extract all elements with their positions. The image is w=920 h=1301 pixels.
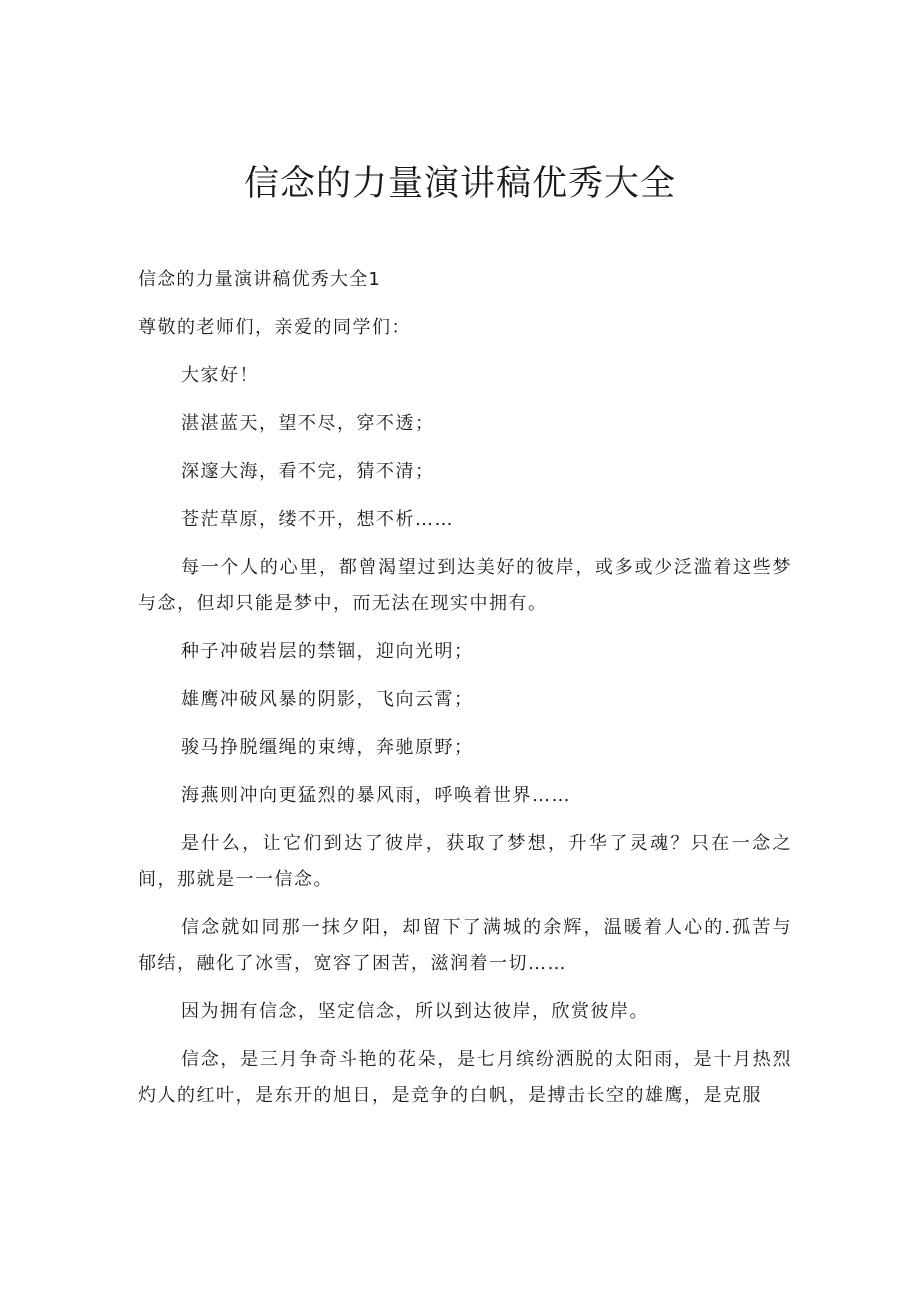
paragraph: 种子冲破岩层的禁锢，迎向光明； <box>181 641 474 662</box>
document-body <box>138 262 792 1126</box>
paragraph: 信念，是三月争奇斗艳的花朵，是七月缤纷洒脱的太阳雨，是十月热烈灼人的红叶，是东开的旭日，是竞争的白帆，是搏击长空的雄鹰，是克服 <box>138 1049 792 1106</box>
paragraph: 是什么，让它们到达了彼岸，获取了梦想，升华了灵魂？只在一念之间，那就是一一信念。 <box>138 833 792 890</box>
paragraph: 湛湛蓝天，望不尽，穿不透； <box>181 413 435 434</box>
paragraph: 大家好！ <box>181 365 259 386</box>
section-heading: 信念的力量演讲稿优秀大全1 <box>138 269 382 290</box>
document-title: 信念的力量演讲稿优秀大全 <box>243 164 676 204</box>
paragraph: 每一个人的心里，都曾渴望过到达美好的彼岸，或多或少泛滥着这些梦与念，但却只能是梦中，而无法在现实中拥有。 <box>138 557 792 614</box>
greeting: 尊敬的老师们，亲爱的同学们： <box>138 317 411 338</box>
paragraph: 深邃大海，看不完，猜不清； <box>181 461 435 482</box>
paragraph: 海燕则冲向更猛烈的暴风雨，呼唤着世界…… <box>181 785 571 806</box>
paragraph: 因为拥有信念，坚定信念，所以到达彼岸，欣赏彼岸。 <box>181 1001 649 1022</box>
paragraph: 骏马挣脱缰绳的束缚，奔驰原野； <box>181 737 474 758</box>
paragraph: 苍茫草原，缕不开，想不析…… <box>181 509 454 530</box>
paragraph: 雄鹰冲破风暴的阴影，飞向云霄； <box>181 689 474 710</box>
paragraph: 信念就如同那一抹夕阳，却留下了满城的余辉，温暖着人心的.孤苦与郁结，融化了冰雪，宽容了困苦，滋润着一切…… <box>138 917 792 974</box>
